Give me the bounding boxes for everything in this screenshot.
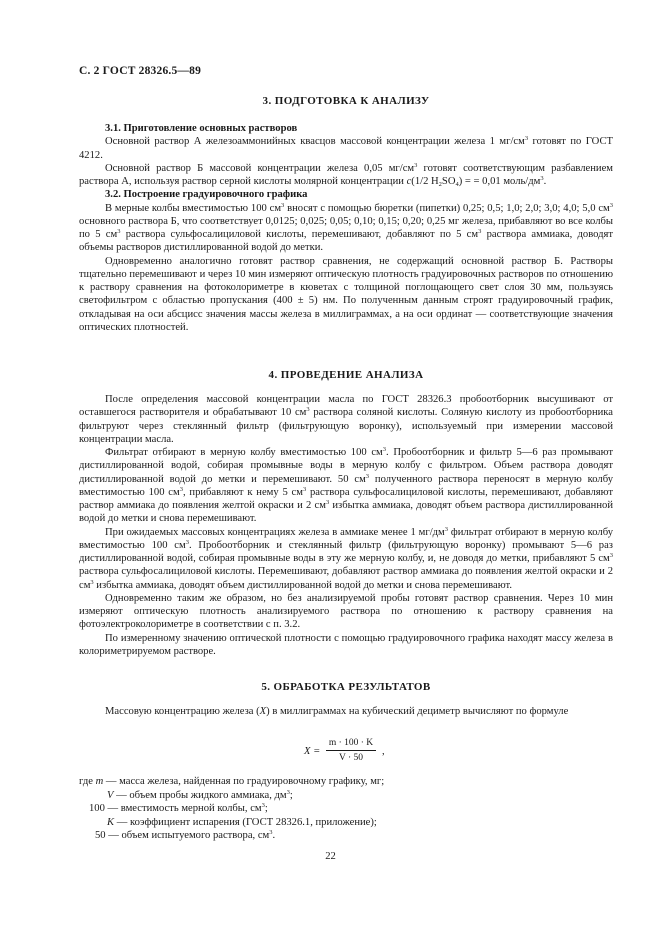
paragraph-4-b: Фильтрат отбирают в мерную колбу вместимостью 100 $см^3$. Пробоотборник и фильтр 5—6 раз промывают дистиллированной водой, собирая промывные воды в мерную колбу с фильтром. Объем раствора доводят дистиллированной водой до метки и перемешивают. 50 $см^3$ полученного раствора переносят в мерную колбу вместимостью 100 $см^3$, прибавляют к нему 5 $см^3$ раствора сульфосалициловой кислоты, перемешивают, добавляют раствор аммиака до появления желтой окраски и 2 $см^3$ избытка аммиака, доводят объем раствора дистиллированной водой до метки и снова перемешивают. [79,446,614,525]
paragraph-4-d: Одновременно таким же образом, но без анализируемой пробы готовят раствор сравнения. Через 10 мин измеряют оптическую плотность анализируемого раствора по отношению к раствору сравнения на фотоэлектроколориметре в соответствии с п. 3.2. [79,592,613,631]
paragraph-3-1-b: Основной раствор Б массовой концентрации железа 0,05 $мг/см^3$ готовят соответствующим разбавлением раствора А, используя раствор серной кислоты молярной концентрации c(1/2 $H_2SO_4$) = = 0,01 моль/$дм^3$. [79,161,613,188]
subheading-3-2: 3.2. Построение градуировочного графика [105,189,308,201]
paragraph-3-2-b: Одновременно аналогично готовят раствор сравнения, не содержащий основной раствор Б. Растворы тщательно перемешивают и через 10 мин измеряют оптическую плотность градуировочных растворов по отношению к раствору сравнения на фотоколориметре в кюветах с толщиной поглощающего свет слоя 30 мм, пользуясь светофильтром с областью пропускания (400 ± 5) нм. По полученным данным строят градуировочный график, откладывая на оси абсцисс значения массы железа в миллиграммах, а на оси ординат — соответствующие значения оптических плотностей. [79,255,613,333]
legend-item: 100 — вместимость мерной колбы, $см^3$; [89,802,268,814]
fraction-bar [326,750,376,751]
paragraph-4-a: После определения массовой концентрации масла по ГОСТ 28326.3 пробоотборник высушивают от оставшегося растворителя и обрабатывают 10 $см^3$ раствора соляной кислоты. Соляную кислоту из пробоотборника фильтруют через стеклянный фильтр (фильтрующую воронку), используемый при измерении массовой концентрации масла. [79,394,613,445]
legend-item: V — объем пробы жидкого аммиака, $дм^3$; [107,788,293,801]
legend-item: 50 — объем испытуемого раствора, $см^3$. [95,829,276,841]
variable-legend [79,775,613,843]
section-5-body [79,705,613,718]
page-number: 22 [325,851,336,862]
legend-item: где m — масса железа, найденная по градуировочному графику, мг; [79,776,385,787]
section-5-title: 5. ОБРАБОТКА РЕЗУЛЬТАТОВ [261,681,431,693]
legend-item: K — коэффициент испарения (ГОСТ 28326.1, приложение); [107,816,377,828]
paragraph-5-a: Массовую концентрацию железа (X) в миллиграммах на кубический дециметр вычисляют по формуле [105,706,569,717]
formula-comma: , [382,746,385,757]
section-4-title: 4. ПРОВЕДЕНИЕ АНАЛИЗА [268,369,424,381]
paragraph-4-e: По измеренному значению оптической плотности с помощью градуировочного графика находят массу железа в колориметрируемом растворе. [79,632,613,657]
paragraph-3-1-a: Основной раствор А железоаммонийных квасцов массовой концентрации железа 1 $мг/см^3$ готовят по ГОСТ 4212. [79,135,613,161]
section-3-body [79,122,613,334]
formula-numerator: m · 100 · K [328,738,374,748]
subheading-3-1: 3.1. Приготовление основных растворов [105,123,298,134]
section-4-body [79,393,613,658]
formula-denominator: V · 50 [338,753,364,763]
formula-fraction [326,737,376,764]
paragraph-3-2-a: В мерные колбы вместимостью 100 $см^3$ вносят с помощью бюретки (пипетки) 0,25; 0,5; 1,0; 2,0; 3,0; 4,0; 5,0 $см^3$ основного раствора Б, что соответствует 0,0125; 0,025; 0,05; 0,10; 0,15; 0,20; 0,25 мг железа, прибавляют во все колбы по 5 $см^3$ раствора сульфосалициловой кислоты, перемешивают, добавляют по 5 $см^3$ раствора аммиака, доводят объемы растворов дистиллированной водой до метки. [79,201,614,254]
formula-lhs: X = [304,746,321,757]
running-head: С. 2 ГОСТ 28326.5—89 [79,65,202,77]
paragraph-4-c: При ожидаемых массовых концентрациях железа в аммиаке менее 1 $мг/дм^3$ фильтрат отбирают в мерную колбу вместимостью 100 $см^3$. Пробоотборник и стеклянный фильтр (фильтрующую воронку) промывают 5—6 раз дистиллированной водой, собирая промывные воды в эту же мерную колбу, и, не доводя до метки, прибавляют 5 $см^3$ раствора сульфосалициловой кислоты. Перемешивают, добавляют раствор аммиака до появления желтой окраски и 2 $см^3$ избытка аммиака, доводят объем дистиллированной водой до метки и снова перемешивают. [79,525,613,591]
section-3-title: 3. ПОДГОТОВКА К АНАЛИЗУ [262,95,430,107]
